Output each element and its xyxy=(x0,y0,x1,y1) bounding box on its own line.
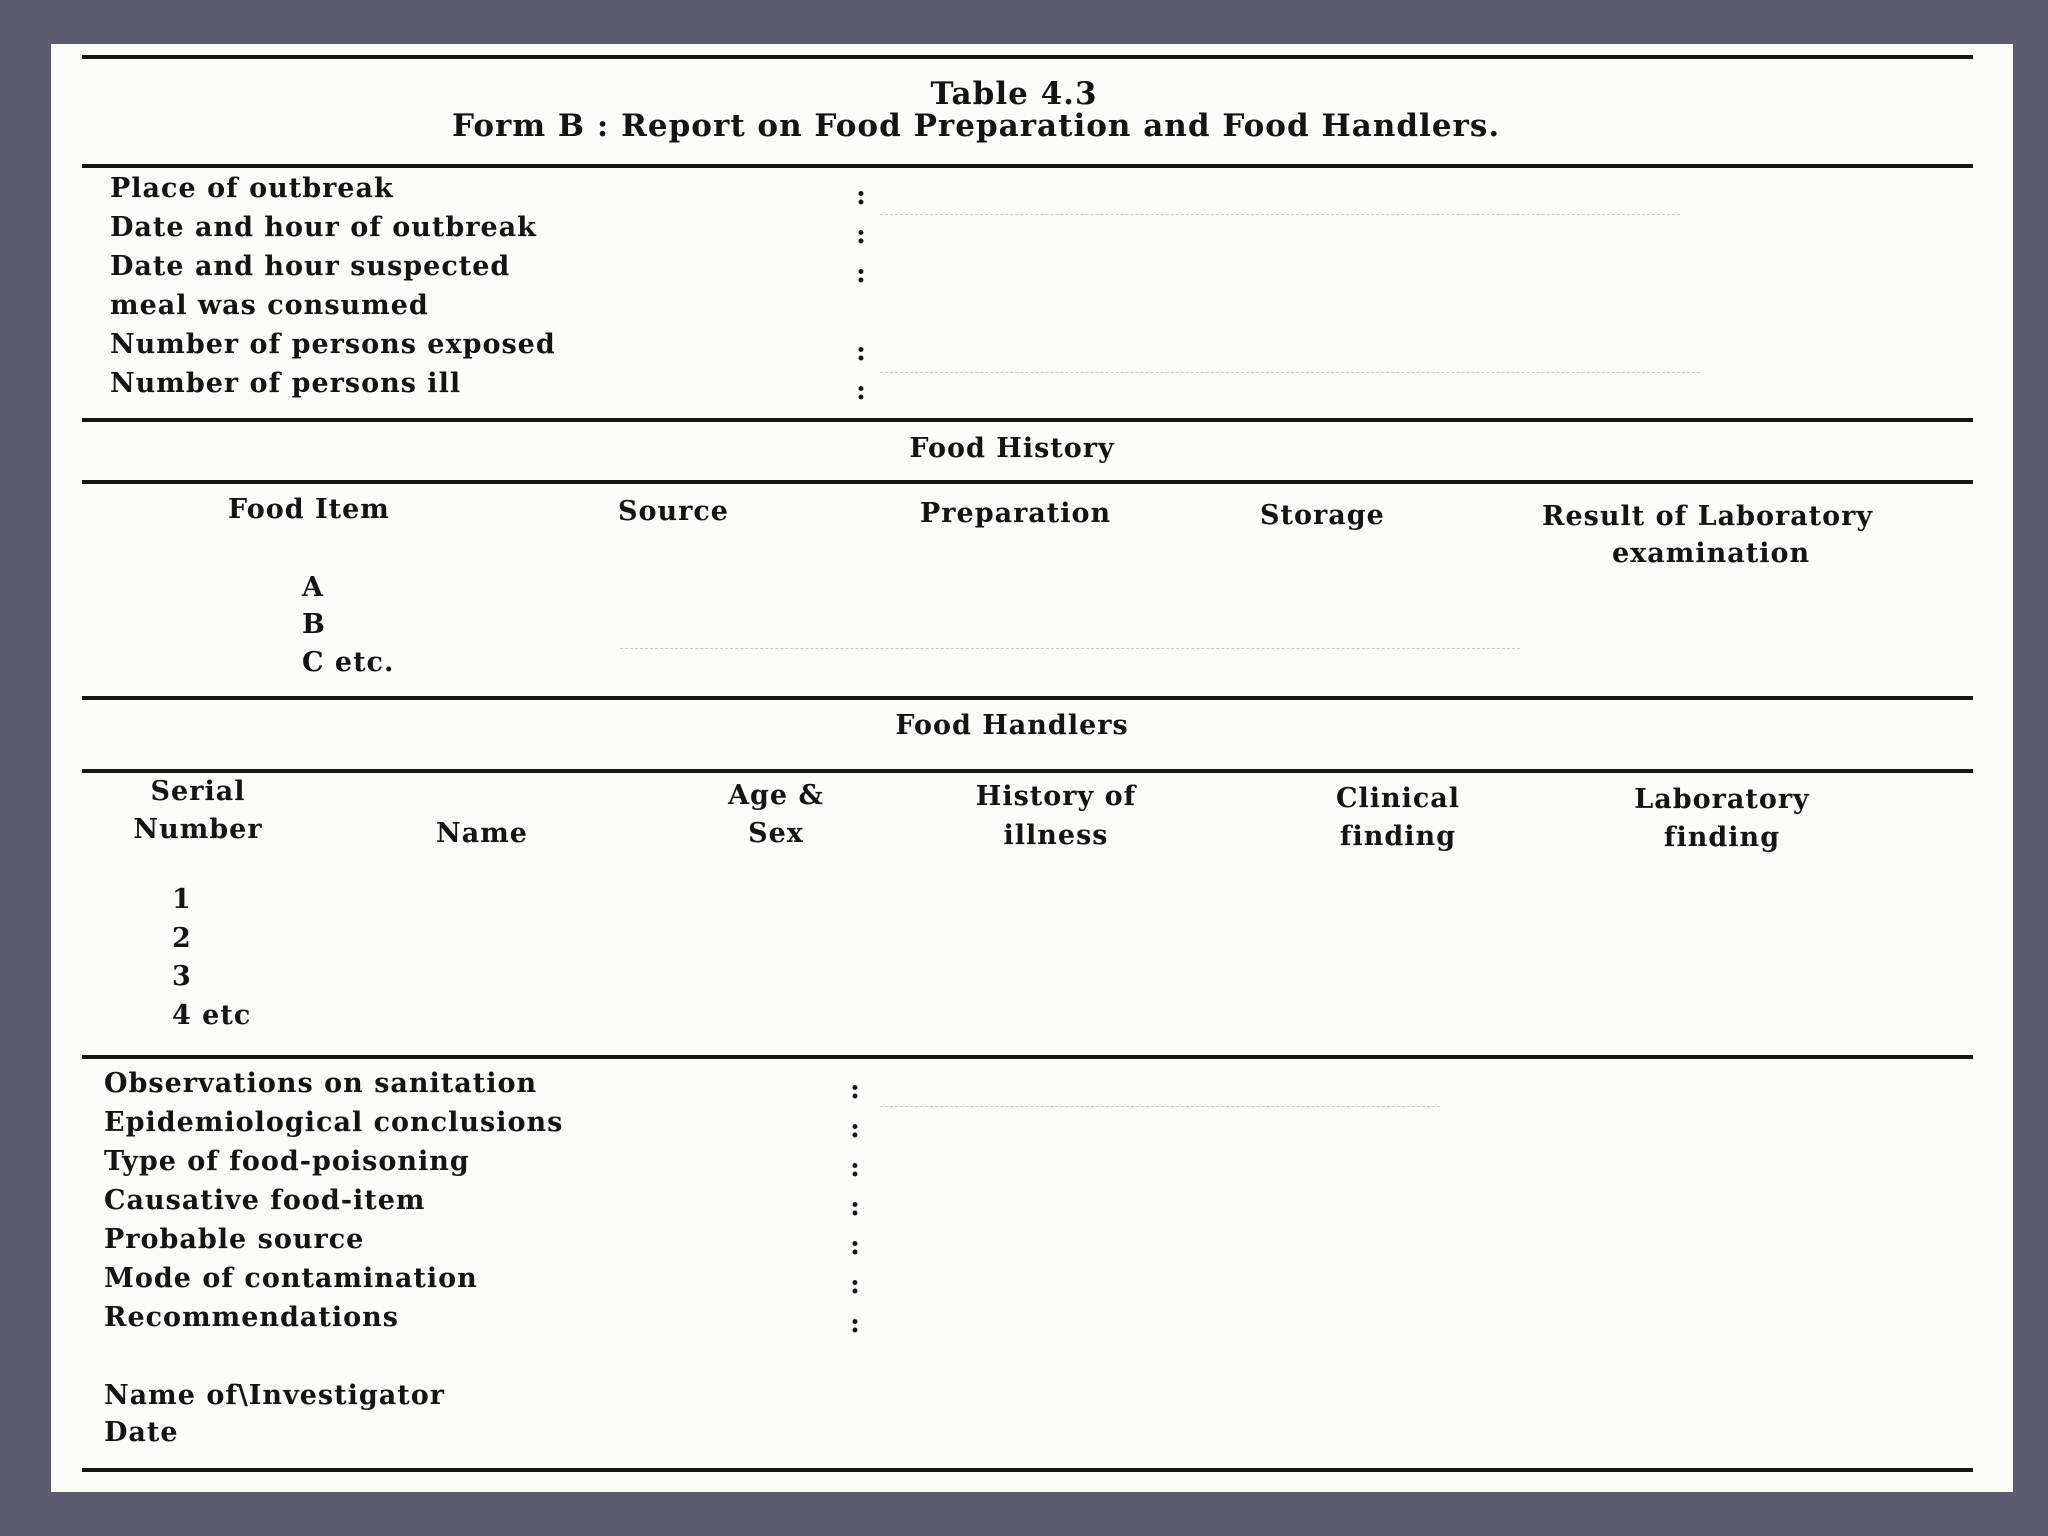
rule-below-title xyxy=(82,164,1973,168)
col-food-item: Food Item xyxy=(228,494,390,525)
rule-top xyxy=(82,55,1973,59)
handler-row: 1 xyxy=(172,884,192,915)
col-preparation: Preparation xyxy=(920,498,1112,529)
col-history-illness: History of xyxy=(975,781,1137,812)
food-item-row: C etc. xyxy=(302,647,395,678)
col-age-sex: Age & xyxy=(728,780,824,811)
table-label: Table 4.3 xyxy=(930,76,1098,112)
food-history-heading: Food History xyxy=(909,433,1115,464)
field-probable-source: Probable source xyxy=(104,1224,365,1255)
field-separator: : xyxy=(850,1308,860,1339)
col-serial-line2: Number xyxy=(133,814,263,845)
field-mode-contamination: Mode of contamination xyxy=(104,1263,478,1294)
field-persons-exposed: Number of persons exposed xyxy=(110,329,556,360)
rule-below-handler-rows xyxy=(82,1055,1973,1059)
field-epidemiological-conclusions: Epidemiological conclusions xyxy=(104,1107,564,1138)
col-lab-finding-line2: finding xyxy=(1663,822,1781,853)
food-handlers-heading: Food Handlers xyxy=(895,710,1129,741)
col-clinical-finding-line2: finding xyxy=(1339,821,1457,852)
field-meal-consumed: meal was consumed xyxy=(110,290,429,321)
field-separator: : xyxy=(850,1113,860,1144)
col-age-sex-line2: Sex xyxy=(748,818,804,849)
col-storage: Storage xyxy=(1260,500,1385,531)
date-label: Date xyxy=(104,1417,179,1448)
food-item-row: B xyxy=(302,609,326,640)
field-separator: : xyxy=(856,375,866,406)
col-lab-result-line2: examination xyxy=(1612,538,1811,569)
field-separator: : xyxy=(856,180,866,211)
field-date-hour-suspected: Date and hour suspected xyxy=(110,251,511,282)
col-clinical-finding: Clinical xyxy=(1335,783,1461,814)
col-history-illness-line2: illness xyxy=(1003,820,1109,851)
field-separator: : xyxy=(850,1191,860,1222)
scan-noise xyxy=(620,648,1520,649)
scan-noise xyxy=(880,214,1680,215)
field-separator: : xyxy=(856,219,866,250)
rule-bottom xyxy=(82,1468,1973,1472)
handler-row: 4 etc xyxy=(172,1000,252,1031)
field-date-hour-outbreak: Date and hour of outbreak xyxy=(110,212,537,243)
field-separator: : xyxy=(850,1269,860,1300)
handler-row: 3 xyxy=(172,961,192,992)
field-place-of-outbreak: Place of outbreak xyxy=(110,173,394,204)
rule-below-food-handlers xyxy=(82,769,1973,773)
rule-below-food-history xyxy=(82,480,1973,484)
field-separator: : xyxy=(850,1074,860,1105)
field-type-food-poisoning: Type of food-poisoning xyxy=(104,1146,470,1177)
scan-noise xyxy=(880,1106,1440,1107)
rule-above-food-history xyxy=(82,418,1973,422)
col-name: Name xyxy=(436,818,528,849)
field-separator: : xyxy=(856,258,866,289)
handler-row: 2 xyxy=(172,923,192,954)
col-source: Source xyxy=(618,496,729,527)
field-separator: : xyxy=(850,1230,860,1261)
food-item-row: A xyxy=(302,572,324,603)
form-title: Form B : Report on Food Preparation and Food Handlers. xyxy=(452,108,1501,144)
scan-noise xyxy=(880,372,1700,373)
field-separator: : xyxy=(856,336,866,367)
field-causative-food-item: Causative food-item xyxy=(104,1185,426,1216)
field-persons-ill: Number of persons ill xyxy=(110,368,462,399)
field-separator: : xyxy=(850,1152,860,1183)
investigator-name-label: Name of\Investigator xyxy=(104,1380,445,1411)
col-lab-finding: Laboratory xyxy=(1634,784,1810,815)
col-lab-result: Result of Laboratory xyxy=(1542,501,1874,532)
field-recommendations: Recommendations xyxy=(104,1302,399,1333)
col-serial: Serial xyxy=(150,776,246,807)
field-observations-sanitation: Observations on sanitation xyxy=(104,1068,538,1099)
rule-above-food-handlers xyxy=(82,696,1973,700)
